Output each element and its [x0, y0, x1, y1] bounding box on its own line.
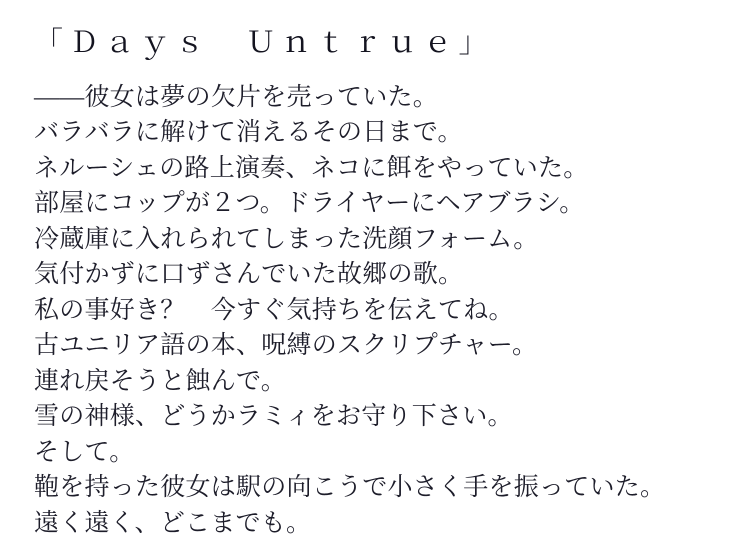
poem-line: 私の事好き？ 今すぐ気持ちを伝えてね。: [34, 296, 514, 324]
poem-line: 雪の神様、どうかラミィをお守り下さい。: [34, 403, 513, 430]
poem-line: ネルーシェの路上演奏、ネコに餌をやっていた。: [34, 154, 589, 182]
poem-line: ――彼女は夢の欠片を売っていた。: [34, 83, 439, 111]
poem-line: 部屋にコップが２つ。ドライヤーにヘアブラシ。: [34, 190, 585, 217]
poem-line: 気付かずに口ずさんでいた故郷の歌。: [34, 261, 464, 288]
poem-line: 鞄を持った彼女は駅の向こうで小さく手を振っていた。: [34, 474, 666, 501]
poem-body: [34, 80, 725, 542]
poem-line: 連れ戻そうと蝕んで。: [34, 367, 287, 395]
poem-line: 遠く遠く、どこまでも。: [34, 509, 312, 537]
poem-line: そして。: [34, 438, 135, 466]
poem-line: バラバラに解けて消えるその日まで。: [34, 119, 463, 146]
poem-line: 古ユニリア語の本、呪縛のスクリプチャー。: [34, 332, 538, 359]
page-title: 「Ｄａｙｓ Ｕｎｔｒｕｅ」: [34, 27, 494, 59]
poem-line: 冷蔵庫に入れられてしまった洗顔フォーム。: [34, 225, 539, 253]
